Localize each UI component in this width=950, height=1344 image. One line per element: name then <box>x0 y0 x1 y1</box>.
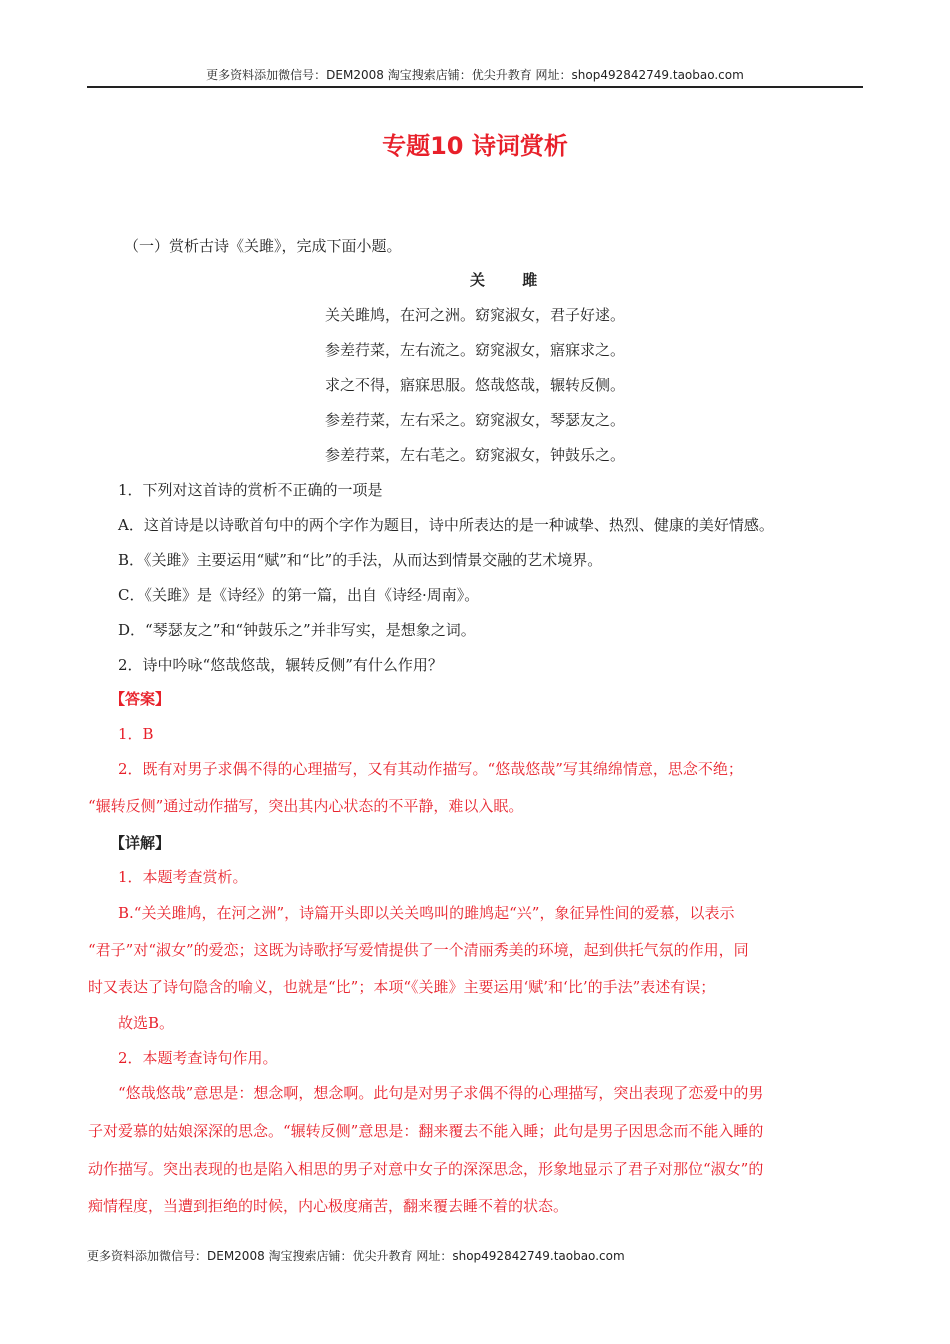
poem-line: 参差荇菜，左右采之。窈窕淑女，琴瑟友之。 <box>325 411 626 429</box>
question-2: 2．诗中吟咏“悠哉悠哉，辗转反侧”有什么作用？ <box>118 656 443 674</box>
header-divider <box>87 86 863 88</box>
option-a: A．这首诗是以诗歌首句中的两个字作为题目，诗中所表达的是一种诚挚、热烈、健康的美好情感。 <box>118 516 774 534</box>
detail-label: 【详解】 <box>110 834 171 852</box>
option-d: D．“琴瑟友之”和“钟鼓乐之”并非写实，是想象之词。 <box>118 621 476 639</box>
detail-1-title: 1．本题考查赏析。 <box>118 868 248 886</box>
answer-2-line: “辗转反侧”通过动作描写，突出其内心状态的不平静，难以入眠。 <box>88 797 524 815</box>
page-title: 专题10 诗词赏析 <box>382 132 568 160</box>
option-c: C．《关雎》是《诗经》的第一篇，出自《诗经·周南》。 <box>118 586 480 604</box>
poem-line: 求之不得，寤寐思服。悠哉悠哉，辗转反侧。 <box>325 376 626 394</box>
option-b: B．《关雎》主要运用“赋”和“比”的手法，从而达到情景交融的艺术境界。 <box>118 551 603 569</box>
detail-1-line: 时又表达了诗句隐含的喻义，也就是“比”；本项“《关雎》主要运用‘赋’和‘比’的手法”表述有误； <box>88 978 716 996</box>
detail-1-line: 故选B。 <box>118 1014 175 1032</box>
detail-2-line: 动作描写。突出表现的也是陷入相思的男子对意中女子的深深思念，形象地显示了君子对那位“淑女”的 <box>88 1160 764 1178</box>
poem-line: 参差荇菜，左右芼之。窈窕淑女，钟鼓乐之。 <box>325 446 626 464</box>
detail-1-line: “君子”对“淑女”的爱恋；这既为诗歌抒写爱情提供了一个清丽秀美的环境，起到供托气氛的作用，同 <box>88 941 749 959</box>
answer-2-line: 2．既有对男子求偶不得的心理描写，又有其动作描写。“悠哉悠哉”写其绵绵情意，思念不绝； <box>118 760 743 778</box>
section-intro: （一）赏析古诗《关雎》，完成下面小题。 <box>124 237 402 255</box>
detail-1-line: B.“关关雎鸠，在河之洲”，诗篇开头即以关关鸣叫的雎鸠起“兴”，象征异性间的爱慕，以表示 <box>118 904 735 922</box>
poem-line: 参差荇菜，左右流之。窈窕淑女，寤寐求之。 <box>325 341 626 359</box>
detail-2-line: “悠哉悠哉”意思是：想念啊，想念啊。此句是对男子求偶不得的心理描写，突出表现了恋爱中的男 <box>118 1084 764 1102</box>
detail-2-line: 痴情程度，当遭到拒绝的时候，内心极度痛苦，翻来覆去睡不着的状态。 <box>88 1197 569 1215</box>
poem-line: 关关雎鸠，在河之洲。窈窕淑女，君子好逑。 <box>325 306 626 324</box>
detail-2-line: 子对爱慕的姑娘深深的思念。“辗转反侧”意思是：翻来覆去不能入睡；此句是男子因思念而不能入睡的 <box>88 1122 764 1140</box>
page-footer: 更多资料添加微信号：DEM2008 淘宝搜索店铺：优尖升教育 网址：shop492842749.taobao.com <box>87 1249 625 1263</box>
question-1: 1．下列对这首诗的赏析不正确的一项是 <box>118 481 383 499</box>
detail-2-title: 2．本题考查诗句作用。 <box>118 1049 278 1067</box>
answer-label: 【答案】 <box>110 690 171 708</box>
poem-title: 关 雎 <box>470 271 554 289</box>
page-header: 更多资料添加微信号：DEM2008 淘宝搜索店铺：优尖升教育 网址：shop492842749.taobao.com <box>206 68 744 82</box>
answer-1: 1．B <box>118 725 154 743</box>
